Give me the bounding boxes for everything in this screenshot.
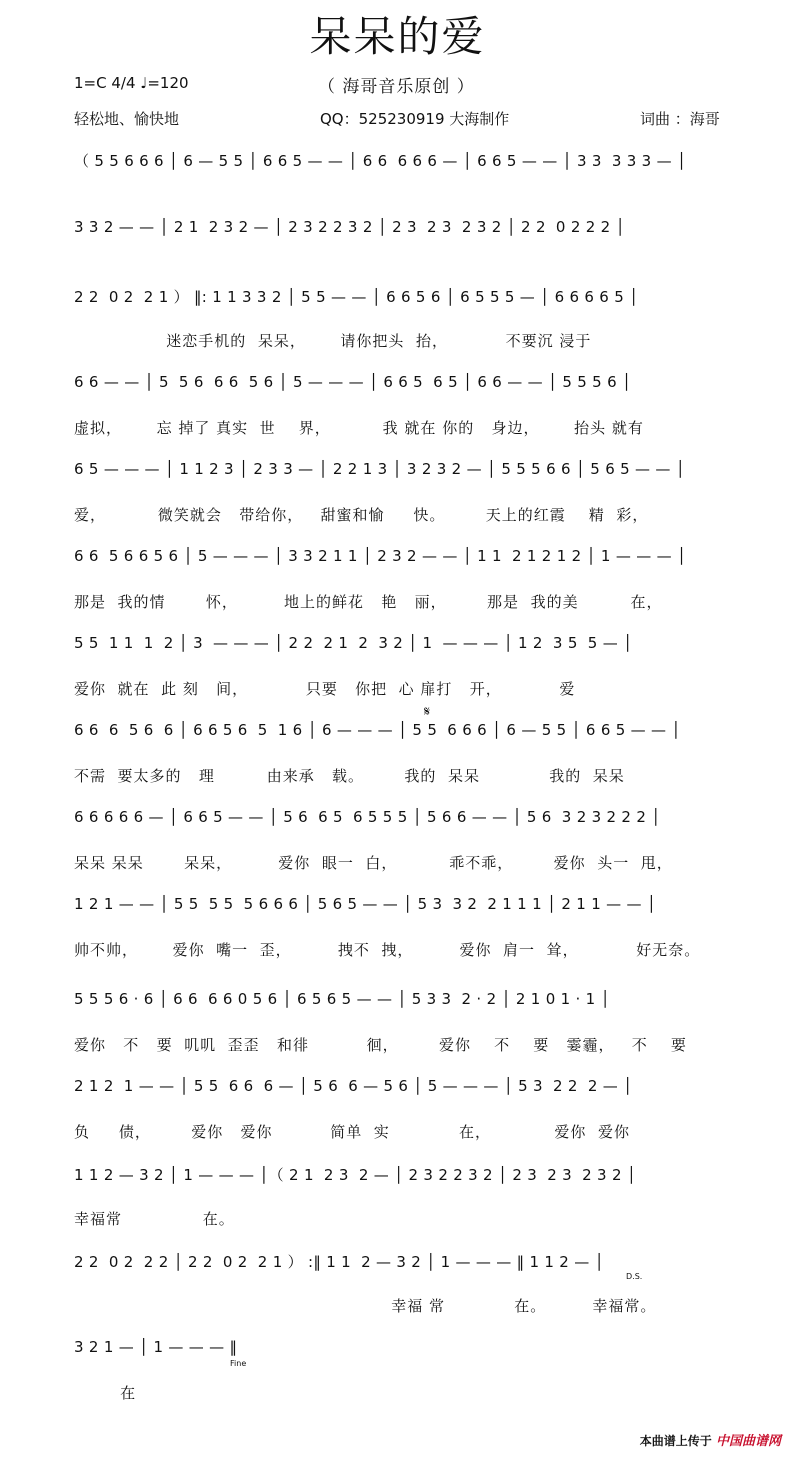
notes-row-8: 6 6 6 5 6 6 │ 6 6 5 6 5 1 6 │ 6 — — — │ 5 5 6 6 6 │ 6 — 5 5 │ 6 6 5 — — │ — [74, 721, 681, 739]
lyrics-row-3: 迷恋手机的 呆呆， 请你把头 抬， 不要沉 浸于 — [74, 332, 592, 350]
footer-text: 本曲谱上传于 — [639, 1434, 712, 1448]
lyrics-row-12: 负 债， 爱你 爱你 简单 实 在， 爱你 爱你 — [74, 1123, 630, 1141]
lyrics-row-15: 在 — [74, 1384, 137, 1402]
qq-credit: QQ：525230919 大海制作 — [320, 110, 510, 128]
footer-credit — [640, 1430, 781, 1449]
key-tempo: 1=C 4/4 ♩=120 — [74, 74, 189, 92]
lyrics-row-13: 幸福常 在。 — [74, 1210, 235, 1228]
notes-row-5: 6 5 — — — │ 1 1 2 3 │ 2 3 3 — │ 2 2 1 3 │ 3 2 3 2 — │ 5 5 5 6 6 │ 5 6 5 — — │ — [74, 460, 686, 478]
notes-row-10: 1 2 1 — — │ 5 5 5 5 5 6 6 6 │ 5 6 5 — — │ 5 3 3 2 2 1 1 1 │ 2 1 1 — — │ — [74, 895, 657, 913]
lyrics-row-14: 幸福 常 在。 幸福常。 — [74, 1297, 657, 1315]
lyrics-row-4: 虚拟， 忘 掉了 真实 世 界， 我 就在 你的 身边， 抬头 就有 — [74, 419, 644, 437]
lyrics-row-8: 不需 要太多的 理 由来承 载。 我的 呆呆 我的 呆呆 — [74, 767, 625, 785]
site-logo[interactable]: 中国曲谱网 — [715, 1434, 781, 1449]
lyrics-row-7: 爱你 就在 此 刻 间， 只要 你把 心 扉打 开， 爱 — [74, 680, 576, 698]
mood-marking: 轻松地、愉快地 — [74, 110, 180, 128]
notes-row-4: 6 6 — — │ 5 5 6 6 6 5 6 │ 5 — — — │ 6 6 5 6 5 │ 6 6 — — │ 5 5 5 6 │ — [74, 373, 632, 391]
notes-row-7: 5 5 1 1 1 2 │ 3 — — — │ 2 2 2 1 2 3 2 │ 1 — — — │ 1 2 3 5 5 — │ — [74, 634, 633, 652]
segno-mark: 𝄋 — [424, 704, 431, 720]
notes-row-13: 1 1 2 — 3 2 │ 1 — — — │（ 2 1 2 3 2 — │ 2 3 2 2 3 2 │ 2 3 2 3 2 3 2 │ — [74, 1166, 637, 1184]
author-credit: 词曲 ：海哥 — [640, 110, 720, 128]
notes-row-15: 3 2 1 — │ 1 — — — ‖ — [74, 1338, 238, 1356]
ds-mark: D.S. — [626, 1272, 643, 1281]
fine-mark: Fine — [230, 1359, 247, 1368]
notes-row-9: 6 6 6 6 6 — │ 6 6 5 — — │ 5 6 6 5 6 5 5 5 │ 5 6 6 — — │ 5 6 3 2 3 2 2 2 │ — [74, 808, 661, 826]
lyrics-row-10: 帅不帅， 爱你 嘴一 歪， 拽不 拽， 爱你 肩一 耸， 好无奈。 — [74, 941, 701, 959]
lyrics-row-5: 爱， 微笑就会 带给你， 甜蜜和愉 快。 天上的红霞 精 彩， — [74, 506, 649, 524]
notes-row-2: 3 3 2 — — │ 2 1 2 3 2 — │ 2 3 2 2 3 2 │ 2 3 2 3 2 3 2 │ 2 2 0 2 2 2 │ — [74, 218, 625, 236]
notes-row-1: （ 5 5 6 6 6 │ 6 — 5 5 │ 6 6 5 — — │ 6 6 6 6 6 — │ 6 6 5 — — │ 3 3 3 3 3 — │ — [74, 152, 687, 170]
notes-row-14: 2 2 0 2 2 2 │ 2 2 0 2 2 1 ） :‖ 1 1 2 — 3 2 │ 1 — — — ‖ 1 1 2 — │ — [74, 1253, 604, 1271]
lyrics-row-9: 呆呆 呆呆 呆呆， 爱你 眼一 白， 乖不乖， 爱你 头一 甩， — [74, 854, 673, 872]
song-title: 呆呆的爱 — [309, 12, 486, 61]
lyrics-row-11: 爱你 不 要 叽叽 歪歪 和徘 徊， 爱你 不 要 霎霾， 不 要 — [74, 1036, 687, 1054]
notes-row-12: 2 1 2 1 — — │ 5 5 6 6 6 — │ 5 6 6 — 5 6 │ 5 — — — │ 5 3 2 2 2 — │ — [74, 1077, 633, 1095]
notes-row-3: 2 2 0 2 2 1 ） ‖: 1 1 3 3 2 │ 5 5 — — │ 6 6 5 6 │ 6 5 5 5 — │ 6 6 6 6 5 │ — [74, 288, 639, 306]
lyrics-row-6: 那是 我的情 怀， 地上的鲜花 艳 丽， 那是 我的美 在， — [74, 593, 663, 611]
notes-row-6: 6 6 5 6 6 5 6 │ 5 — — — │ 3 3 2 1 1 │ 2 3 2 — — │ 1 1 2 1 2 1 2 │ 1 — — — │ — [74, 547, 687, 565]
subtitle: （ 海哥音乐原创 ） — [318, 77, 475, 97]
notes-row-11: 5 5 5 6 · 6 │ 6 6 6 6 0 5 6 │ 6 5 6 5 — — │ 5 3 3 2 · 2 │ 2 1 0 1 · 1 │ — [74, 990, 610, 1008]
